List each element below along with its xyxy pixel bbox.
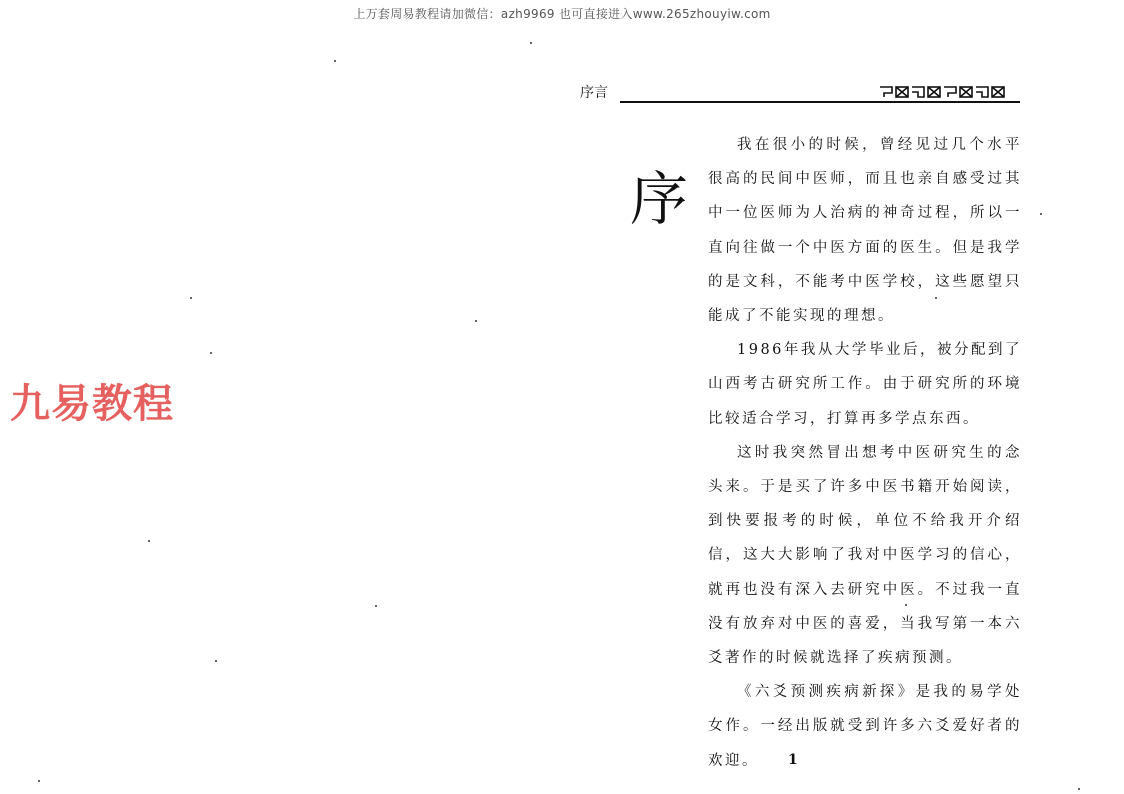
paragraph: 1986年我从大学毕业后，被分配到了山西考古研究所工作。由于研究所的环境比较适合学习，打算再多学点东西。 <box>708 342 1022 427</box>
page-number: 1 <box>788 752 798 768</box>
header-label: 序言 <box>580 85 608 101</box>
watermark-logo: 九易教程 <box>10 381 174 427</box>
body-text <box>708 128 1022 778</box>
scan-speck <box>190 297 192 299</box>
scan-speck <box>935 297 937 299</box>
scan-speck <box>148 540 150 542</box>
scan-speck <box>1040 213 1042 215</box>
scan-speck <box>475 320 477 322</box>
scan-speck <box>1078 788 1080 790</box>
page-header <box>580 82 1020 104</box>
paragraph: 我在很小的时候，曾经见过几个水平很高的民间中医师，而且也亲自感受过其中一位医师为人治病的神奇过程，所以一直向往做一个中医方面的医生。但是我学的是文科，不能考中医学校，这些愿望只能成了不能实现的理想。 <box>708 137 1022 325</box>
header-rule <box>620 101 1020 103</box>
scan-speck <box>905 604 907 606</box>
paragraph: 《六爻预测疾病新探》是我的易学处女作。一经出版就受到许多六爻爱好者的欢迎。 <box>708 684 1022 769</box>
scan-speck <box>38 780 40 782</box>
scan-speck <box>210 352 212 354</box>
top-banner: 上万套周易教程请加微信：azh9969 也可直接进入www.265zhouyiw.com <box>353 7 771 21</box>
scan-speck <box>334 60 336 62</box>
scan-speck <box>215 660 217 662</box>
header-ornament-icon <box>878 85 1020 99</box>
chapter-title-char: 序 <box>630 165 689 233</box>
scan-speck <box>375 605 377 607</box>
scan-speck <box>530 42 532 44</box>
paragraph: 这时我突然冒出想考中医研究生的念头来。于是买了许多中医书籍开始阅读，到快要报考的时候，单位不给我开介绍信，这大大影响了我对中医学习的信心，就再也没有深入去研究中医。不过我一直没有放弃对中医的喜爱，当我写第一本六爻著作的时候就选择了疾病预测。 <box>708 444 1022 667</box>
